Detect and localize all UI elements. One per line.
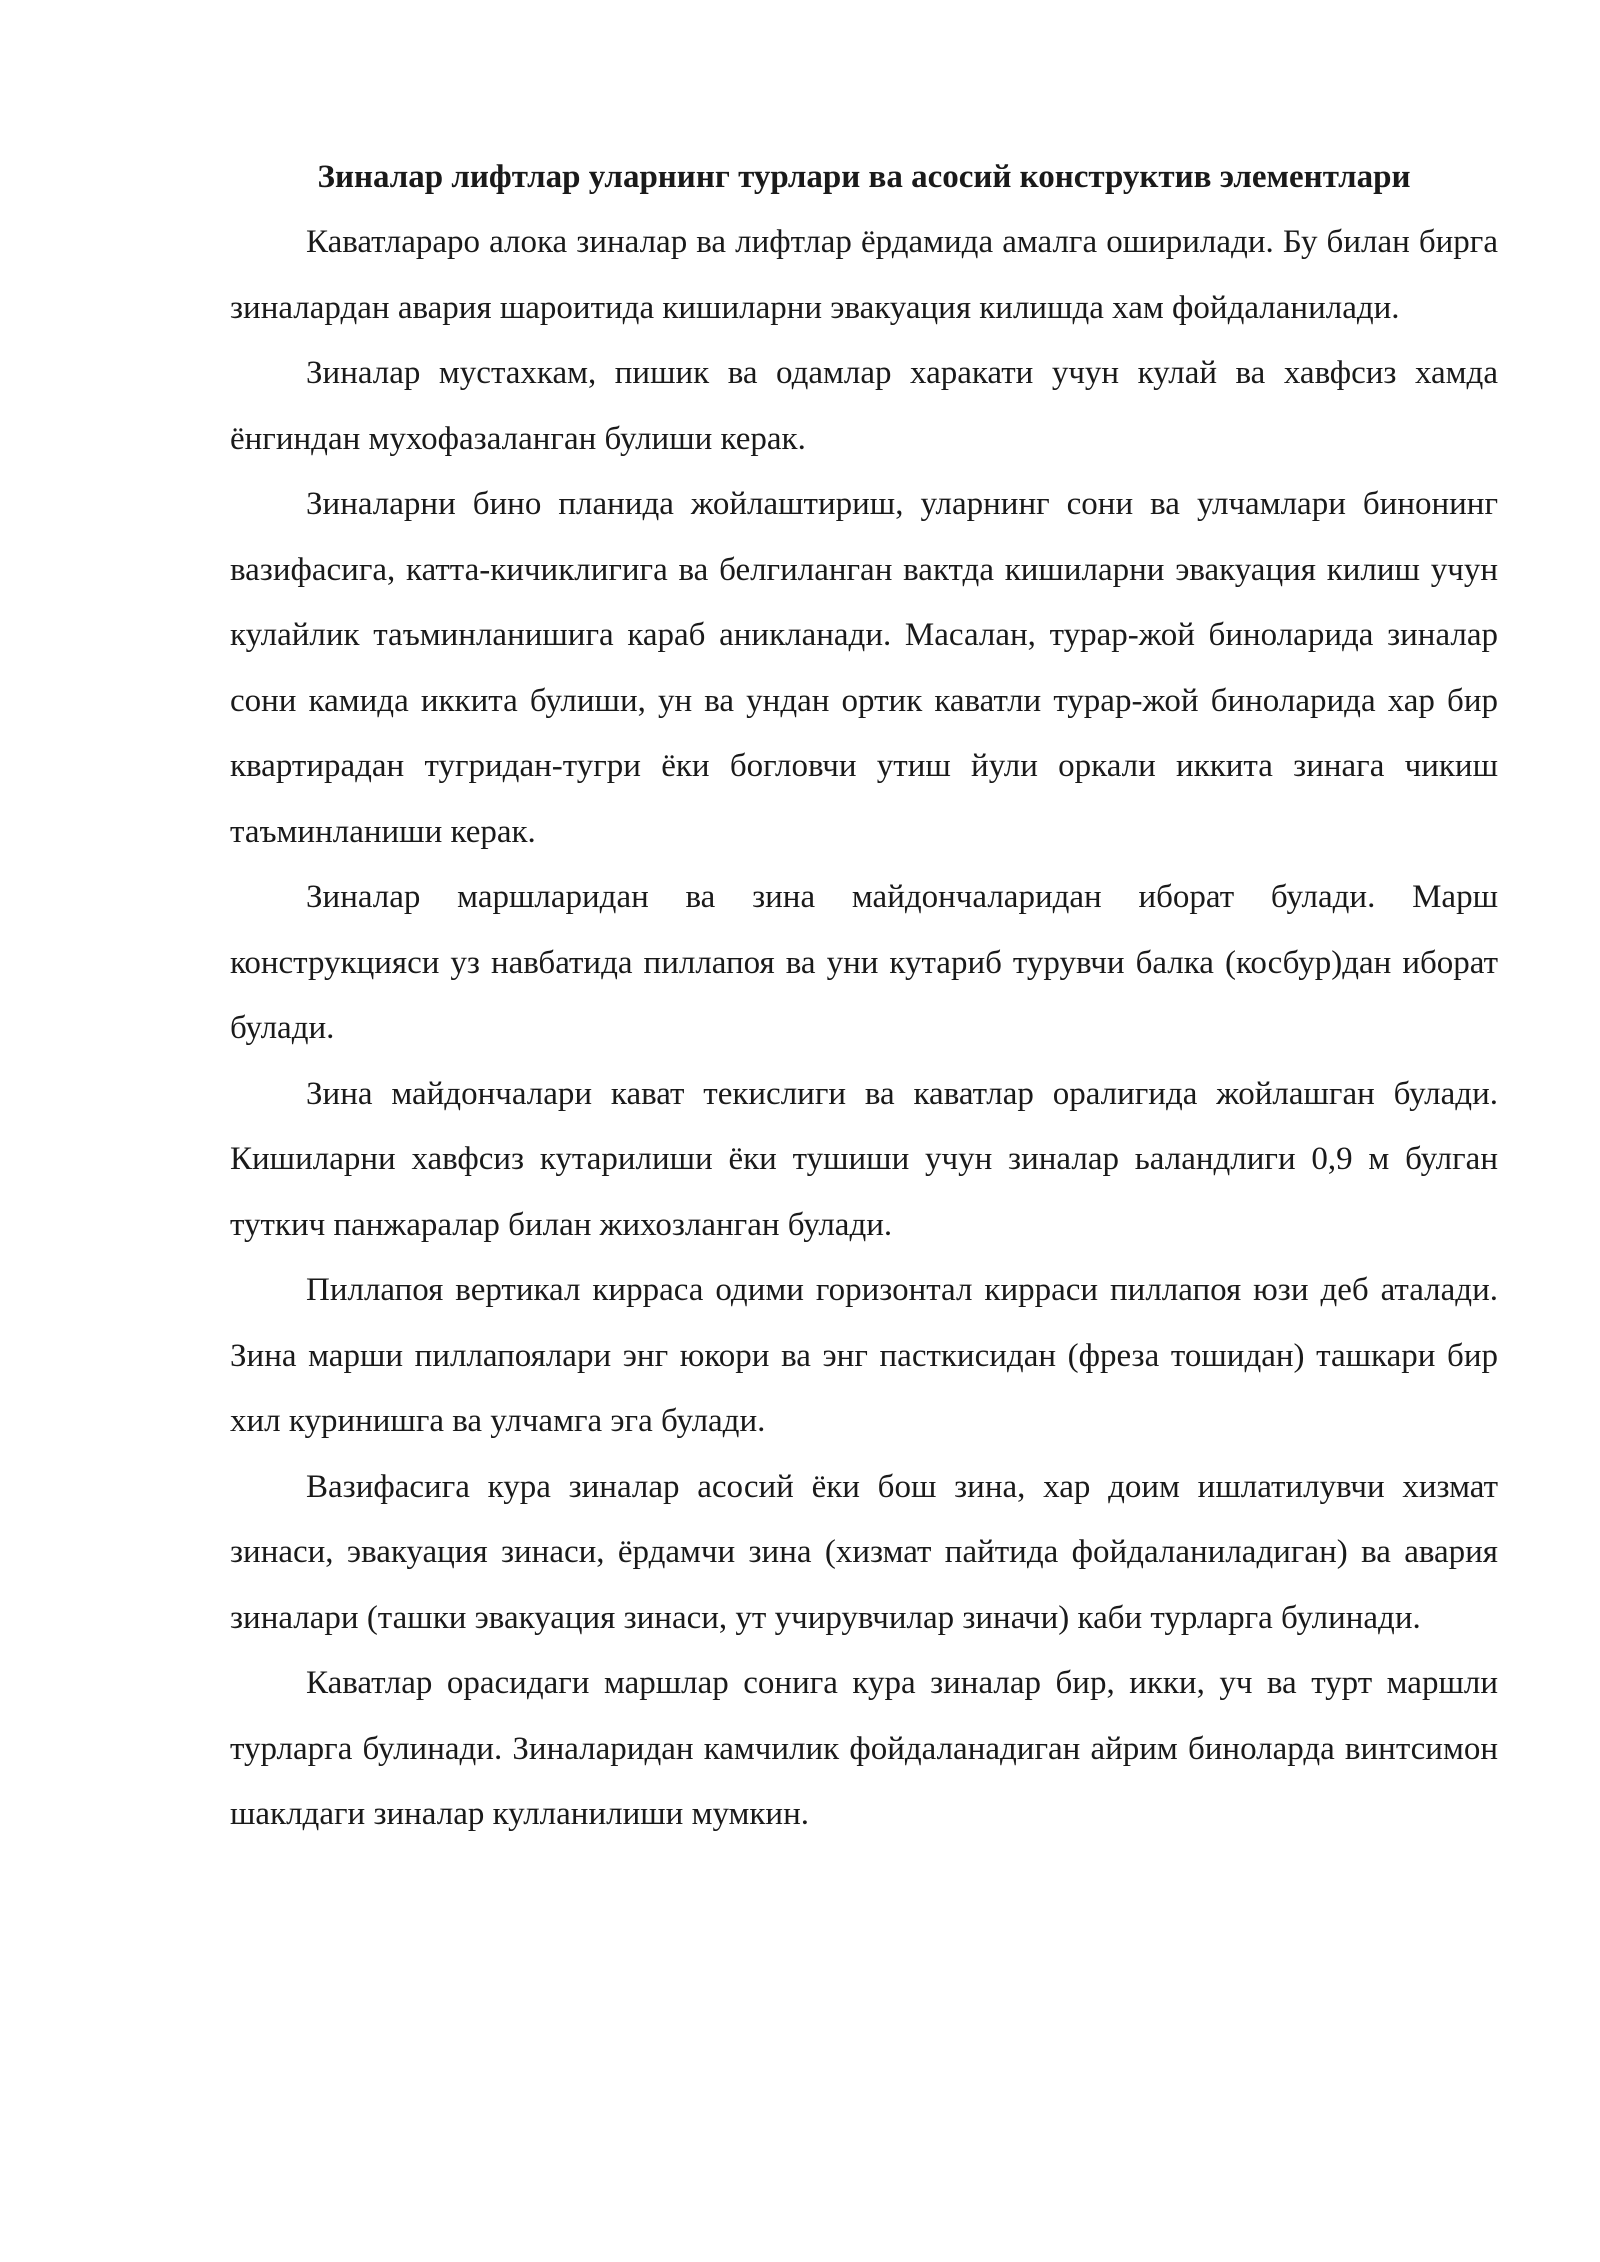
paragraph-8: Каватлар орасидаги маршлар сонига кура зиналар бир, икки, уч ва турт маршли турларга булинади. Зиналаридан камчилик фойдаланадиган айрим биноларда винтсимон шаклдаги зиналар кулланилиши мумкин. (230, 1665, 1498, 1832)
document-title: Зиналар лифтлар уларнинг турлари ва асосий конструктив элементлари (317, 159, 1411, 195)
paragraph-2: Зиналар мустахкам, пишик ва одамлар харакати учун кулай ва хавфсиз хамда ёнгиндан мухофазаланган булиши керак. (230, 355, 1498, 457)
paragraph-3: Зиналарни бино планида жойлаштириш, уларнинг сони ва улчамлари бинонинг вазифасига, катта-кичиклигига ва белгиланган вактда кишиларни эвакуация килиш учун кулайлик таъминланишига караб аникланади. Масалан, турар-жой биноларида зиналар сони камида иккита булиши, ун ва ундан ортик каватли турар-жой биноларида хар бир квартирадан тугридан-тугри ёки богловчи утиш йули оркали иккита зинага чикиш таъминланиши керак. (230, 486, 1498, 850)
paragraph-1: Каватлараро алока зиналар ва лифтлар ёрдамида амалга оширилади. Бу билан бирга зиналардан авария шароитида кишиларни эвакуация килишда хам фойдаланилади. (230, 224, 1498, 326)
document-page (230, 148, 1498, 1848)
paragraph-6: Пиллапоя вертикал кирраса одими горизонтал кирраси пиллапоя юзи деб аталади. Зина марши пиллапоялари энг юкори ва энг пасткисидан (фреза тошидан) ташкари бир хил куринишга ва улчамга эга булади. (230, 1272, 1498, 1439)
paragraph-5: Зина майдончалари кават текислиги ва каватлар оралигида жойлашган булади. Кишиларни хавфсиз кутарилиши ёки тушиши учун зиналар ьаландлиги 0,9 м булган туткич панжаралар билан жихозланган булади. (230, 1075, 1498, 1243)
paragraph-7: Вазифасига кура зиналар асосий ёки бош зина, хар доим ишлатилувчи хизмат зинаси, эвакуация зинаси, ёрдамчи зина (хизмат пайтида фойдаланиладиган) ва авария зиналари (ташки эвакуация зинаси, ут учирувчилар зиначи) каби турларга булинади. (230, 1468, 1498, 1636)
paragraph-4: Зиналар маршларидан ва зина майдончаларидан иборат булади. Марш конструкцияси уз навбатида пиллапоя ва уни кутариб турувчи балка (косбур)дан иборат булади. (230, 879, 1498, 1046)
